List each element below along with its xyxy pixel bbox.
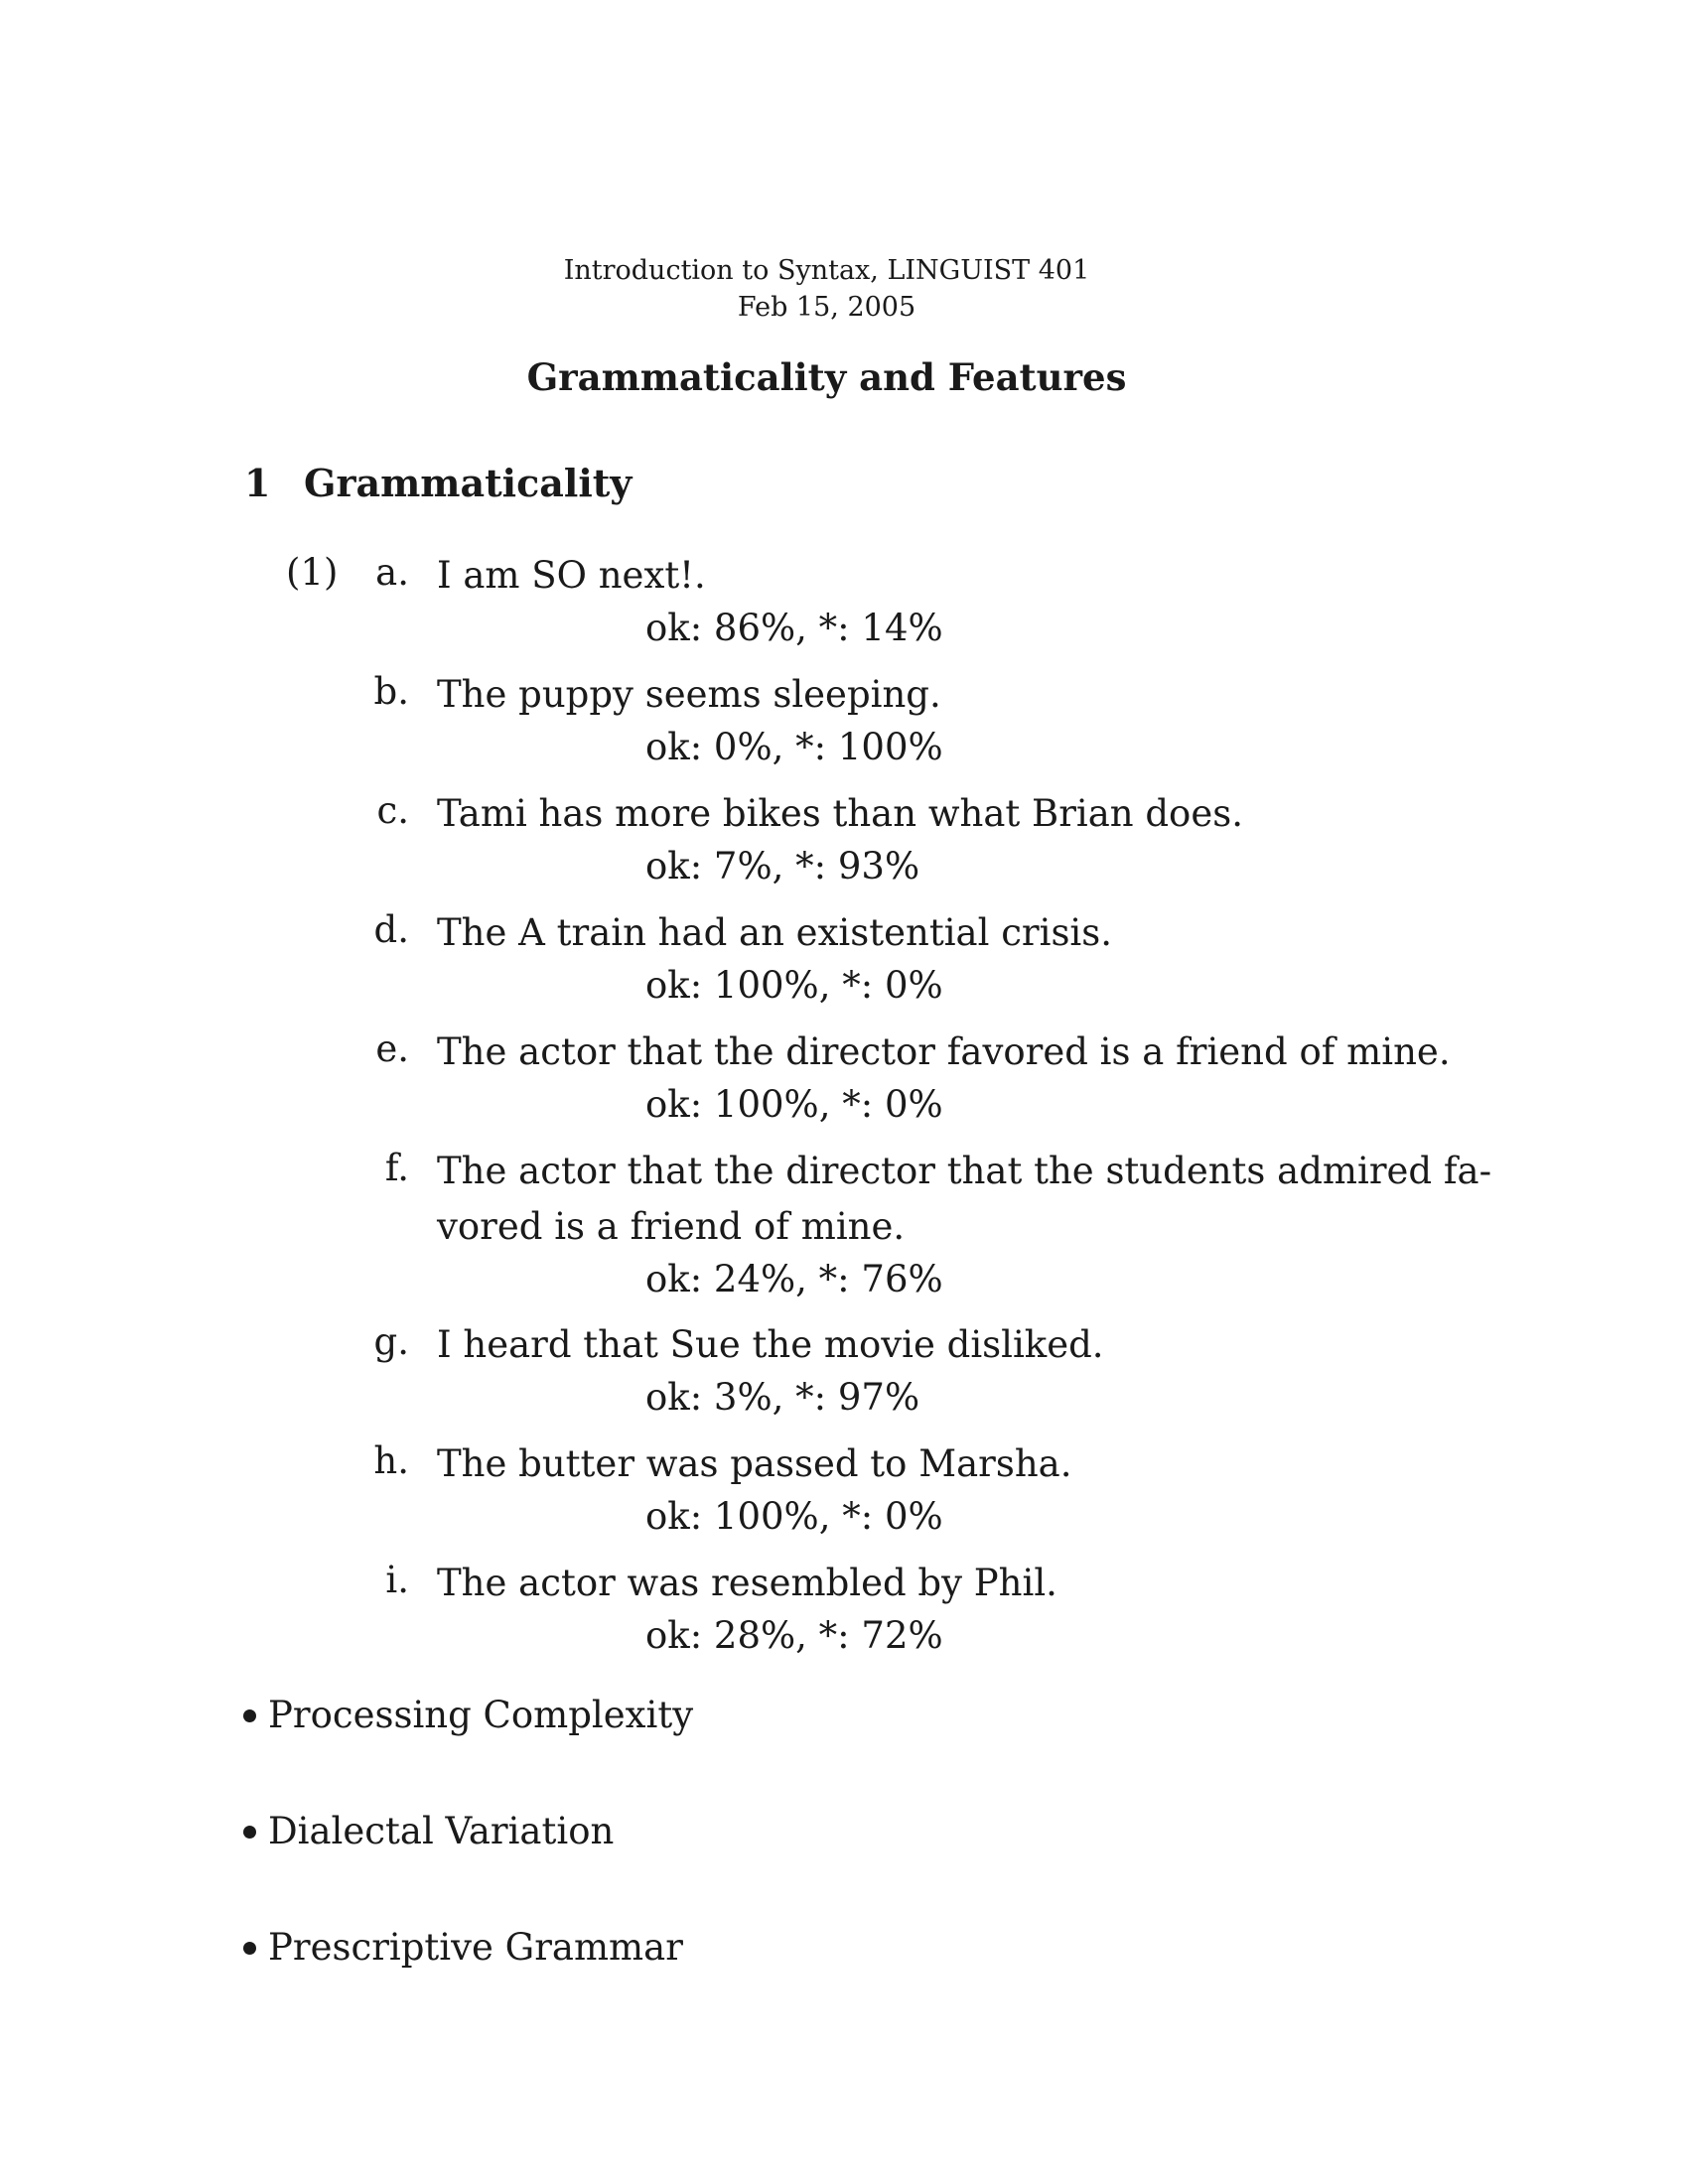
bullet-item-processing-complexity	[243, 1691, 693, 1740]
example-sentence: The puppy seems sleeping.	[437, 673, 941, 716]
bullet-label: Processing Complexity	[268, 1694, 694, 1736]
example-sentence: The A train had an existential crisis.	[437, 911, 1113, 954]
example-letter: e.	[375, 1027, 409, 1070]
bullet-icon	[243, 1709, 256, 1722]
example-number: (1)	[286, 551, 339, 594]
example-letter: b.	[373, 670, 409, 713]
example-sentence: The actor that the director favored is a friend of mine.	[437, 1030, 1451, 1073]
example-letter: f.	[384, 1147, 409, 1189]
example-judgment: ok: 100%, *: 0%	[645, 1083, 943, 1126]
example-judgment: ok: 28%, *: 72%	[645, 1614, 943, 1657]
example-judgment: ok: 100%, *: 0%	[645, 1495, 943, 1538]
lecture-date: Feb 15, 2005	[737, 292, 916, 323]
section-number: 1	[244, 461, 271, 505]
bullet-item-dialectal-variation	[243, 1807, 614, 1856]
example-judgment: ok: 7%, *: 93%	[645, 845, 920, 887]
example-letter: d.	[373, 908, 409, 951]
example-letter: g.	[373, 1320, 409, 1363]
example-judgment: ok: 86%, *: 14%	[645, 607, 943, 649]
example-sentence: The butter was passed to Marsha.	[437, 1442, 1072, 1485]
bullet-label: Dialectal Variation	[268, 1810, 615, 1852]
section-title: Grammaticality	[304, 461, 633, 505]
example-sentence-continuation: vored is a friend of mine.	[437, 1205, 906, 1248]
example-letter: c.	[376, 789, 409, 832]
example-sentence: The actor was resembled by Phil.	[437, 1562, 1057, 1604]
example-judgment: ok: 24%, *: 76%	[645, 1258, 943, 1300]
bullet-label: Prescriptive Grammar	[268, 1926, 683, 1969]
bullet-icon	[243, 1826, 256, 1839]
example-sentence: I heard that Sue the movie disliked.	[437, 1323, 1104, 1366]
bullet-icon	[243, 1942, 256, 1955]
example-letter: i.	[385, 1559, 409, 1601]
example-sentence: The actor that the director that the students admired fa-	[437, 1150, 1492, 1192]
bullet-item-prescriptive-grammar	[243, 1923, 683, 1973]
example-sentence: Tami has more bikes than what Brian does.	[437, 792, 1243, 835]
example-judgment: ok: 3%, *: 97%	[645, 1376, 920, 1419]
example-letter: h.	[373, 1439, 409, 1482]
example-judgment: ok: 100%, *: 0%	[645, 964, 943, 1007]
document-title: Grammaticality and Features	[526, 355, 1127, 399]
example-letter: a.	[375, 551, 409, 594]
course-name: Introduction to Syntax, LINGUIST 401	[563, 255, 1090, 286]
example-sentence: I am SO next!.	[437, 554, 706, 597]
example-judgment: ok: 0%, *: 100%	[645, 726, 943, 768]
